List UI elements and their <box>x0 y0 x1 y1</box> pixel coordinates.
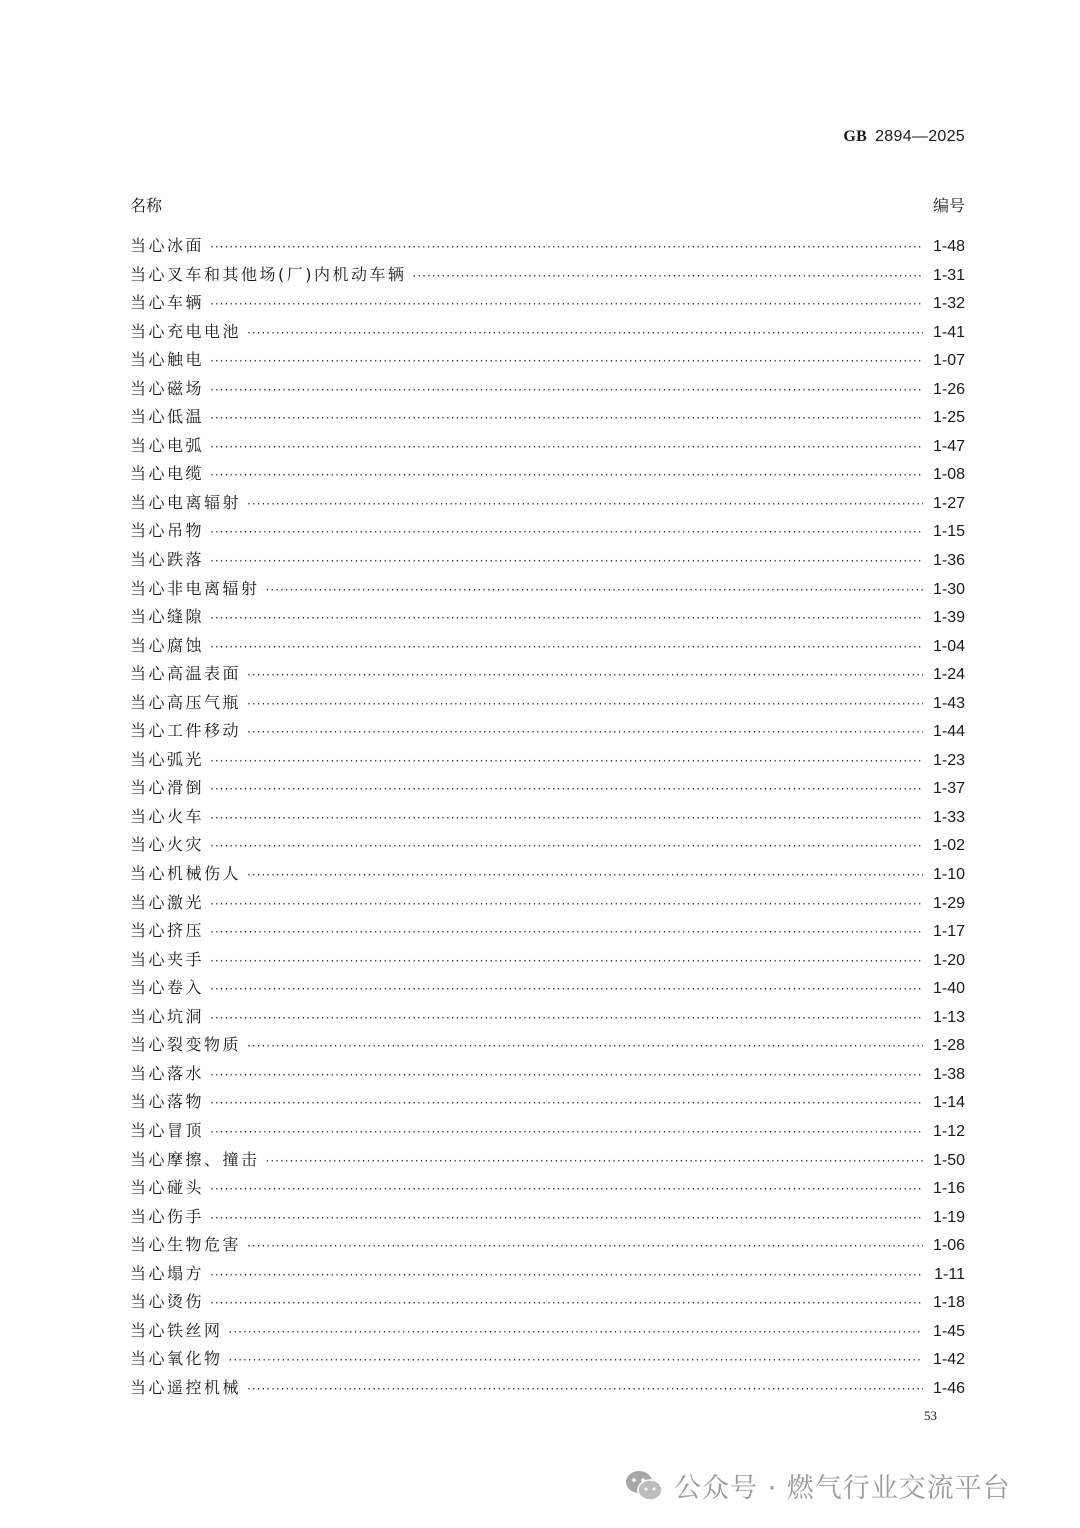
list-item <box>130 375 965 404</box>
entry-name: 当心火车 <box>130 806 205 826</box>
list-item <box>130 1146 965 1175</box>
entry-code: 1-15 <box>932 523 965 541</box>
entry-name: 当心挤压 <box>130 921 205 941</box>
list-item <box>130 289 965 318</box>
dot-leader <box>413 262 924 291</box>
list-item <box>130 1088 965 1117</box>
list-item <box>130 831 965 860</box>
entry-name: 当心坑洞 <box>130 1006 205 1026</box>
entry-code: 1-43 <box>932 694 965 712</box>
entry-name: 当心车辆 <box>130 293 205 313</box>
dot-leader <box>247 690 923 719</box>
dot-leader <box>210 547 923 576</box>
dot-leader <box>210 975 923 1004</box>
entry-name: 当心电离辐射 <box>130 492 242 512</box>
entry-code: 1-04 <box>932 637 965 655</box>
dot-leader <box>247 1375 923 1404</box>
page-number: 53 <box>924 1408 937 1423</box>
index-list <box>130 232 965 1402</box>
dot-leader <box>247 861 923 890</box>
dot-leader <box>247 319 923 348</box>
dot-leader <box>210 433 923 462</box>
list-item <box>130 1174 965 1203</box>
entry-code: 1-48 <box>932 238 965 255</box>
list-item <box>130 660 965 689</box>
column-header-code: 编号 <box>932 196 965 215</box>
dot-leader <box>210 832 923 861</box>
list-item <box>130 1288 965 1317</box>
entry-name: 当心非电离辐射 <box>130 578 260 598</box>
dot-leader <box>210 1289 923 1318</box>
list-item <box>130 632 965 661</box>
watermark-text: 公众号 · 燃气行业交流平台 <box>674 1473 1011 1504</box>
entry-code: 1-28 <box>932 1037 965 1055</box>
entry-name: 当心裂变物质 <box>130 1035 242 1055</box>
dot-leader <box>247 718 923 747</box>
entry-code: 1-16 <box>932 1180 965 1198</box>
entry-name: 当心氧化物 <box>130 1349 223 1369</box>
dot-leader <box>210 1261 923 1290</box>
entry-code: 1-32 <box>932 295 965 313</box>
dot-leader <box>210 947 923 976</box>
entry-name: 当心铁丝网 <box>130 1320 223 1340</box>
entry-code: 1-13 <box>932 1008 965 1026</box>
entry-name: 当心磁场 <box>130 378 205 398</box>
column-header-name: 名称 <box>130 196 163 215</box>
entry-name: 当心火灾 <box>130 835 205 855</box>
dot-leader <box>210 633 923 662</box>
list-item <box>130 489 965 518</box>
list-item <box>130 232 965 261</box>
list-item <box>130 1374 965 1403</box>
entry-name: 当心夹手 <box>130 949 205 969</box>
entry-code: 1-14 <box>932 1094 965 1112</box>
dot-leader <box>247 661 923 690</box>
list-item <box>130 575 965 604</box>
list-item <box>130 689 965 718</box>
dot-leader <box>210 404 923 433</box>
entry-code: 1-23 <box>932 751 965 769</box>
entry-code: 1-50 <box>932 1151 965 1169</box>
entry-name: 当心摩擦、撞击 <box>130 1149 260 1169</box>
entry-code: 1-31 <box>932 266 965 284</box>
entry-name: 当心高温表面 <box>130 664 242 684</box>
entry-code: 1-46 <box>932 1379 965 1397</box>
entry-name: 当心激光 <box>130 892 205 912</box>
list-item <box>130 946 965 975</box>
entry-name: 当心触电 <box>130 350 205 370</box>
standard-number: 2894—2025 <box>875 128 965 145</box>
entry-name: 当心电缆 <box>130 464 205 484</box>
column-headers <box>130 193 965 216</box>
entry-code: 1-36 <box>932 552 965 570</box>
entry-name: 当心冰面 <box>130 236 205 255</box>
entry-code: 1-47 <box>932 437 965 455</box>
list-item <box>130 717 965 746</box>
dot-leader <box>247 490 923 519</box>
list-item <box>130 917 965 946</box>
watermark <box>624 1466 1011 1505</box>
entry-name: 当心弧光 <box>130 749 205 769</box>
list-item <box>130 403 965 432</box>
entry-code: 1-08 <box>932 466 965 484</box>
dot-leader <box>210 290 923 319</box>
entry-name: 当心碰头 <box>130 1178 205 1198</box>
entry-name: 当心跌落 <box>130 550 205 570</box>
dot-leader <box>210 347 923 376</box>
entry-code: 1-10 <box>932 866 965 884</box>
entry-name: 当心高压气瓶 <box>130 692 242 712</box>
entry-code: 1-41 <box>932 323 965 341</box>
list-item <box>130 1117 965 1146</box>
wechat-icon <box>624 1469 664 1503</box>
list-item <box>130 1031 965 1060</box>
entry-name: 当心腐蚀 <box>130 635 205 655</box>
entry-code: 1-42 <box>932 1351 965 1369</box>
list-item <box>130 1260 965 1289</box>
dot-leader <box>210 804 923 833</box>
dot-leader <box>210 1118 923 1147</box>
list-item <box>130 432 965 461</box>
list-item <box>130 1003 965 1032</box>
entry-code: 1-40 <box>932 980 965 998</box>
dot-leader <box>210 890 923 919</box>
entry-name: 当心充电电池 <box>130 321 242 341</box>
list-item <box>130 1231 965 1260</box>
list-item <box>130 803 965 832</box>
entry-code: 1-45 <box>932 1322 965 1340</box>
entry-code: 1-07 <box>932 352 965 370</box>
entry-name: 当心吊物 <box>130 521 205 541</box>
entry-code: 1-12 <box>932 1122 965 1140</box>
entry-code: 1-19 <box>932 1208 965 1226</box>
dot-leader <box>229 1346 923 1375</box>
list-item <box>130 261 965 290</box>
list-item <box>130 318 965 347</box>
dot-leader <box>247 1032 923 1061</box>
entry-code: 1-26 <box>932 380 965 398</box>
entry-name: 当心滑倒 <box>130 778 205 798</box>
dot-leader <box>210 1004 923 1033</box>
dot-leader <box>210 918 923 947</box>
dot-leader <box>210 1175 923 1204</box>
list-item <box>130 517 965 546</box>
list-item <box>130 460 965 489</box>
dot-leader <box>210 233 923 262</box>
entry-code: 1-25 <box>932 409 965 427</box>
entry-name: 当心烫伤 <box>130 1292 205 1312</box>
entry-code: 1-38 <box>932 1065 965 1083</box>
entry-code: 1-24 <box>932 666 965 684</box>
list-item <box>130 1345 965 1374</box>
entry-name: 当心卷入 <box>130 978 205 998</box>
dot-leader <box>210 1061 923 1090</box>
entry-code: 1-27 <box>932 494 965 512</box>
dot-leader <box>210 461 923 490</box>
entry-code: 1-39 <box>932 609 965 627</box>
dot-leader <box>210 376 923 405</box>
entry-name: 当心遥控机械 <box>130 1377 242 1397</box>
entry-name: 当心低温 <box>130 407 205 427</box>
dot-leader <box>266 576 923 605</box>
entry-name: 当心生物危害 <box>130 1235 242 1255</box>
entry-name: 当心落物 <box>130 1092 205 1112</box>
dot-leader <box>210 518 923 547</box>
list-item <box>130 546 965 575</box>
entry-name: 当心电弧 <box>130 435 205 455</box>
dot-leader <box>210 1089 923 1118</box>
entry-code: 1-29 <box>932 894 965 912</box>
entry-name: 当心冒顶 <box>130 1120 205 1140</box>
entry-code: 1-18 <box>932 1294 965 1312</box>
list-item <box>130 1317 965 1346</box>
entry-code: 1-20 <box>932 951 965 969</box>
dot-leader <box>210 1204 923 1233</box>
entry-name: 当心机械伤人 <box>130 864 242 884</box>
entry-name: 当心工件移动 <box>130 721 242 741</box>
list-item <box>130 1203 965 1232</box>
entry-name: 当心塌方 <box>130 1263 205 1283</box>
entry-code: 1-02 <box>932 837 965 855</box>
standard-code <box>843 128 965 146</box>
dot-leader <box>210 747 923 776</box>
dot-leader <box>210 604 923 633</box>
entry-code: 1-11 <box>934 1265 965 1283</box>
entry-code: 1-44 <box>932 723 965 741</box>
list-item <box>130 746 965 775</box>
dot-leader <box>210 775 923 804</box>
list-item <box>130 974 965 1003</box>
entry-code: 1-33 <box>932 808 965 826</box>
list-item <box>130 889 965 918</box>
dot-leader <box>229 1318 923 1347</box>
entry-name: 当心伤手 <box>130 1206 205 1226</box>
entry-code: 1-37 <box>932 780 965 798</box>
dot-leader <box>247 1232 923 1261</box>
entry-name: 当心叉车和其他场(厂)内机动车辆 <box>130 264 407 284</box>
entry-name: 当心落水 <box>130 1063 205 1083</box>
list-item <box>130 774 965 803</box>
entry-name: 当心缝隙 <box>130 607 205 627</box>
list-item <box>130 1060 965 1089</box>
standard-prefix: GB <box>843 128 868 145</box>
entry-code: 1-06 <box>932 1237 965 1255</box>
list-item <box>130 346 965 375</box>
list-item <box>130 860 965 889</box>
entry-code: 1-17 <box>932 923 965 941</box>
list-item <box>130 603 965 632</box>
entry-code: 1-30 <box>932 580 965 598</box>
dot-leader <box>266 1147 923 1176</box>
